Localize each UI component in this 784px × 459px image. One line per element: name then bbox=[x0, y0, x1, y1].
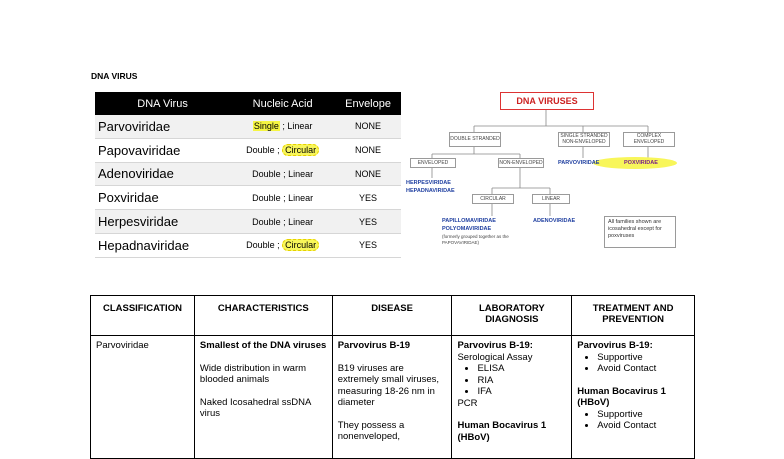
lab-pcr: PCR bbox=[457, 397, 478, 409]
classification-cell bbox=[91, 336, 195, 459]
treatment-list bbox=[577, 409, 689, 432]
characteristics-line: Naked Icosahedral ssDNA virus bbox=[199, 396, 311, 419]
virus-name: Papovaviridae bbox=[95, 138, 230, 162]
virus-name: Hepadnaviridae bbox=[95, 233, 230, 257]
disease-cell bbox=[332, 336, 452, 459]
separator: ; bbox=[274, 240, 283, 251]
nucleic-acid bbox=[230, 186, 335, 210]
envelope: NONE bbox=[335, 162, 401, 186]
shape: Linear bbox=[288, 192, 314, 203]
lab-tests-list bbox=[457, 363, 566, 398]
diagram-title: DNA VIRUSES bbox=[500, 92, 594, 110]
hepadnaviridae-label: HEPADNAVIRIDAE bbox=[406, 188, 455, 194]
treatment-title: Human Bocavirus 1 (HBoV) bbox=[577, 385, 666, 408]
table-row bbox=[95, 186, 401, 210]
table-row bbox=[95, 162, 401, 186]
treatment-list bbox=[577, 352, 689, 375]
envelope: NONE bbox=[335, 115, 401, 138]
separator: ; bbox=[280, 168, 289, 179]
lab-serological: Serological Assay bbox=[457, 351, 533, 363]
list-item: • Avoid Contact bbox=[597, 363, 689, 375]
disease-paragraph: They possess a nonenveloped, bbox=[337, 419, 405, 442]
dna-virus-table bbox=[95, 92, 401, 258]
table-row bbox=[95, 233, 401, 257]
nucleic-acid bbox=[230, 233, 335, 257]
header-classification: CLASSIFICATION bbox=[91, 296, 195, 336]
strand: Double bbox=[246, 240, 275, 251]
icosahedral-note: All families shown are icosahedral except for poxviruses bbox=[604, 216, 676, 248]
characteristics-cell bbox=[194, 336, 332, 459]
strand-highlight: Single bbox=[253, 121, 279, 132]
nucleic-acid bbox=[230, 210, 335, 234]
virus-name: Adenoviridae bbox=[95, 162, 230, 186]
separator: ; bbox=[274, 145, 283, 156]
table-row bbox=[95, 115, 401, 138]
shape: Linear bbox=[287, 121, 313, 132]
envelope: YES bbox=[335, 186, 401, 210]
enveloped-box: ENVELOPED bbox=[410, 158, 456, 168]
virus-name: Poxviridae bbox=[95, 186, 230, 210]
header-nucleic-acid: Nucleic Acid bbox=[230, 92, 335, 115]
nucleic-acid bbox=[230, 115, 335, 138]
header-characteristics: CHARACTERISTICS bbox=[194, 296, 332, 336]
separator: ; bbox=[280, 216, 289, 227]
virus-name: Parvoviridae bbox=[95, 115, 230, 138]
list-item: • ELISA bbox=[477, 363, 566, 375]
lab-diagnosis-cell bbox=[452, 336, 572, 459]
table-row bbox=[95, 138, 401, 162]
classification-value: Parvoviridae bbox=[96, 340, 149, 351]
virus-name: Herpesviridae bbox=[95, 210, 230, 234]
treatment-title: Parvovirus B-19: bbox=[577, 340, 653, 351]
envelope: YES bbox=[335, 233, 401, 257]
list-item: • Avoid Contact bbox=[597, 420, 689, 432]
table-row bbox=[95, 210, 401, 234]
classification-table bbox=[90, 295, 695, 459]
nucleic-acid bbox=[230, 138, 335, 162]
strand: Double bbox=[252, 192, 281, 203]
list-item: • IFA bbox=[477, 386, 566, 398]
shape-circled: Circular bbox=[282, 239, 319, 251]
header-dna-virus: DNA Virus bbox=[95, 92, 230, 115]
strand: Double bbox=[252, 168, 281, 179]
shape: Linear bbox=[288, 216, 314, 227]
list-item: • Supportive bbox=[597, 409, 689, 421]
poxviridae-label: POXVIRIDAE bbox=[624, 160, 658, 166]
lab-title: Parvovirus B-19: bbox=[457, 340, 533, 351]
parvoviridae-label: PARVOVIRIDAE bbox=[558, 160, 600, 166]
papillomaviridae-label: PAPILLOMAVIRIDAE bbox=[442, 218, 496, 224]
disease-paragraph: B19 viruses are extremely small viruses, measuring 18-26 nm in diameter bbox=[337, 362, 440, 408]
characteristics-title: Smallest of the DNA viruses bbox=[199, 340, 327, 351]
polyomaviridae-label: POLYOMAVIRIDAE bbox=[442, 226, 492, 232]
strand: Double bbox=[246, 145, 275, 156]
strand: Double bbox=[252, 216, 281, 227]
nucleic-acid bbox=[230, 162, 335, 186]
header-lab-diagnosis: LABORATORY DIAGNOSIS bbox=[452, 296, 572, 336]
lab-title: Human Bocavirus 1 (HBoV) bbox=[457, 420, 547, 443]
envelope: YES bbox=[335, 210, 401, 234]
complex-box: COMPLEX ENVELOPED bbox=[623, 132, 675, 147]
separator: ; bbox=[280, 192, 289, 203]
treatment-cell bbox=[572, 336, 695, 459]
page-heading: DNA VIRUS bbox=[91, 71, 138, 81]
characteristics-line: Wide distribution in warm blooded animals bbox=[199, 362, 307, 385]
non-enveloped-box: NON-ENVELOPED bbox=[499, 160, 543, 166]
header-envelope: Envelope bbox=[335, 92, 401, 115]
herpesviridae-label: HERPESVIRIDAE bbox=[406, 180, 451, 186]
header-treatment: TREATMENT AND PREVENTION bbox=[572, 296, 695, 336]
double-stranded-box: DOUBLE STRANDED bbox=[449, 132, 501, 147]
separator: ; bbox=[279, 121, 288, 132]
list-item: • RIA bbox=[477, 375, 566, 387]
shape: Linear bbox=[288, 168, 314, 179]
adenoviridae-label: ADENOVIRIDAE bbox=[533, 218, 576, 224]
dna-viruses-diagram bbox=[402, 88, 692, 258]
formerly-note: (formerly grouped together as the PAPOVAVIRIDAE) bbox=[442, 234, 509, 245]
circular-box: CIRCULAR bbox=[472, 194, 514, 204]
linear-box: LINEAR bbox=[532, 194, 570, 204]
disease-title: Parvovirus B-19 bbox=[337, 340, 411, 351]
header-disease: DISEASE bbox=[332, 296, 452, 336]
shape-circled: Circular bbox=[282, 144, 319, 156]
envelope: NONE bbox=[335, 138, 401, 162]
single-stranded-box: SINGLE STRANDED NON-ENVELOPED bbox=[558, 132, 610, 147]
table-row bbox=[91, 336, 695, 459]
list-item: • Supportive bbox=[597, 352, 689, 364]
